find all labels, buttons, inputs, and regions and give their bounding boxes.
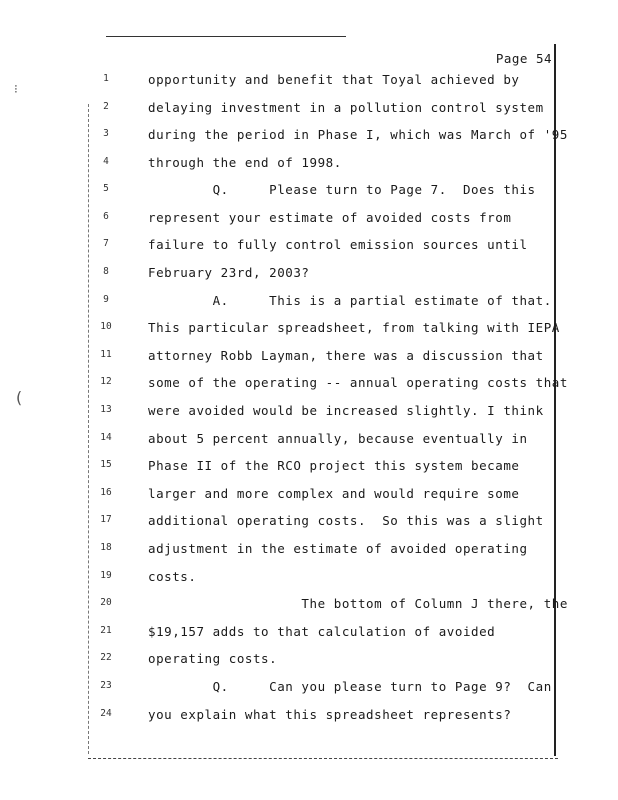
line-number: 3 — [103, 128, 109, 139]
line-number: 1 — [103, 73, 109, 84]
scan-bracket-icon: ( — [14, 388, 24, 407]
line-number: 6 — [103, 211, 109, 222]
line-text: The bottom of Column J there, the — [148, 596, 568, 611]
line-text: Q. Please turn to Page 7. Does this — [148, 182, 536, 197]
line-number: 9 — [103, 294, 109, 305]
line-number: 11 — [100, 349, 112, 360]
line-number: 23 — [100, 680, 112, 691]
line-text: February 23rd, 2003? — [148, 265, 310, 280]
scan-mark-icon: ⁝ — [14, 82, 18, 96]
line-number: 4 — [103, 156, 109, 167]
line-text: some of the operating -- annual operating costs that — [148, 375, 568, 390]
line-text: through the end of 1998. — [148, 155, 342, 170]
line-number: 15 — [100, 459, 112, 470]
line-text: you explain what this spreadsheet represents? — [148, 707, 512, 722]
line-text: represent your estimate of avoided costs from — [148, 210, 512, 225]
line-number: 21 — [100, 625, 112, 636]
line-text: opportunity and benefit that Toyal achieved by — [148, 72, 520, 87]
line-text: during the period in Phase I, which was March of '95 — [148, 127, 568, 142]
line-text: additional operating costs. So this was a slight — [148, 513, 544, 528]
line-text: $19,157 adds to that calculation of avoided — [148, 624, 496, 639]
line-number: 18 — [100, 542, 112, 553]
line-number: 8 — [103, 266, 109, 277]
line-number: 2 — [103, 101, 109, 112]
line-number: 19 — [100, 570, 112, 581]
line-text: operating costs. — [148, 651, 278, 666]
line-text: delaying investment in a pollution control system — [148, 100, 544, 115]
line-text: costs. — [148, 569, 197, 584]
line-number: 20 — [100, 597, 112, 608]
line-text: about 5 percent annually, because eventually in — [148, 431, 528, 446]
page-number: Page 54 — [495, 51, 552, 66]
line-number: 24 — [100, 708, 112, 719]
line-text: larger and more complex and would require some — [148, 486, 520, 501]
right-margin-rule — [554, 44, 556, 756]
line-number: 22 — [100, 652, 112, 663]
line-number: 17 — [100, 514, 112, 525]
line-number: 7 — [103, 238, 109, 249]
line-text: failure to fully control emission sources until — [148, 237, 528, 252]
line-text: attorney Robb Layman, there was a discussion that — [148, 348, 544, 363]
line-number: 13 — [100, 404, 112, 415]
line-text: were avoided would be increased slightly. I think — [148, 403, 544, 418]
line-text: This particular spreadsheet, from talking with IEPA — [148, 320, 560, 335]
line-text: A. This is a partial estimate of that. — [148, 293, 552, 308]
line-text: adjustment in the estimate of avoided operating — [148, 541, 528, 556]
line-number: 12 — [100, 376, 112, 387]
line-number: 16 — [100, 487, 112, 498]
bottom-rule — [88, 758, 558, 759]
line-number: 5 — [103, 183, 109, 194]
top-rule — [106, 36, 346, 37]
line-number: 10 — [100, 321, 112, 332]
line-number: 14 — [100, 432, 112, 443]
line-text: Phase II of the RCO project this system became — [148, 458, 520, 473]
left-margin-rule — [88, 104, 89, 754]
line-text: Q. Can you please turn to Page 9? Can — [148, 679, 552, 694]
